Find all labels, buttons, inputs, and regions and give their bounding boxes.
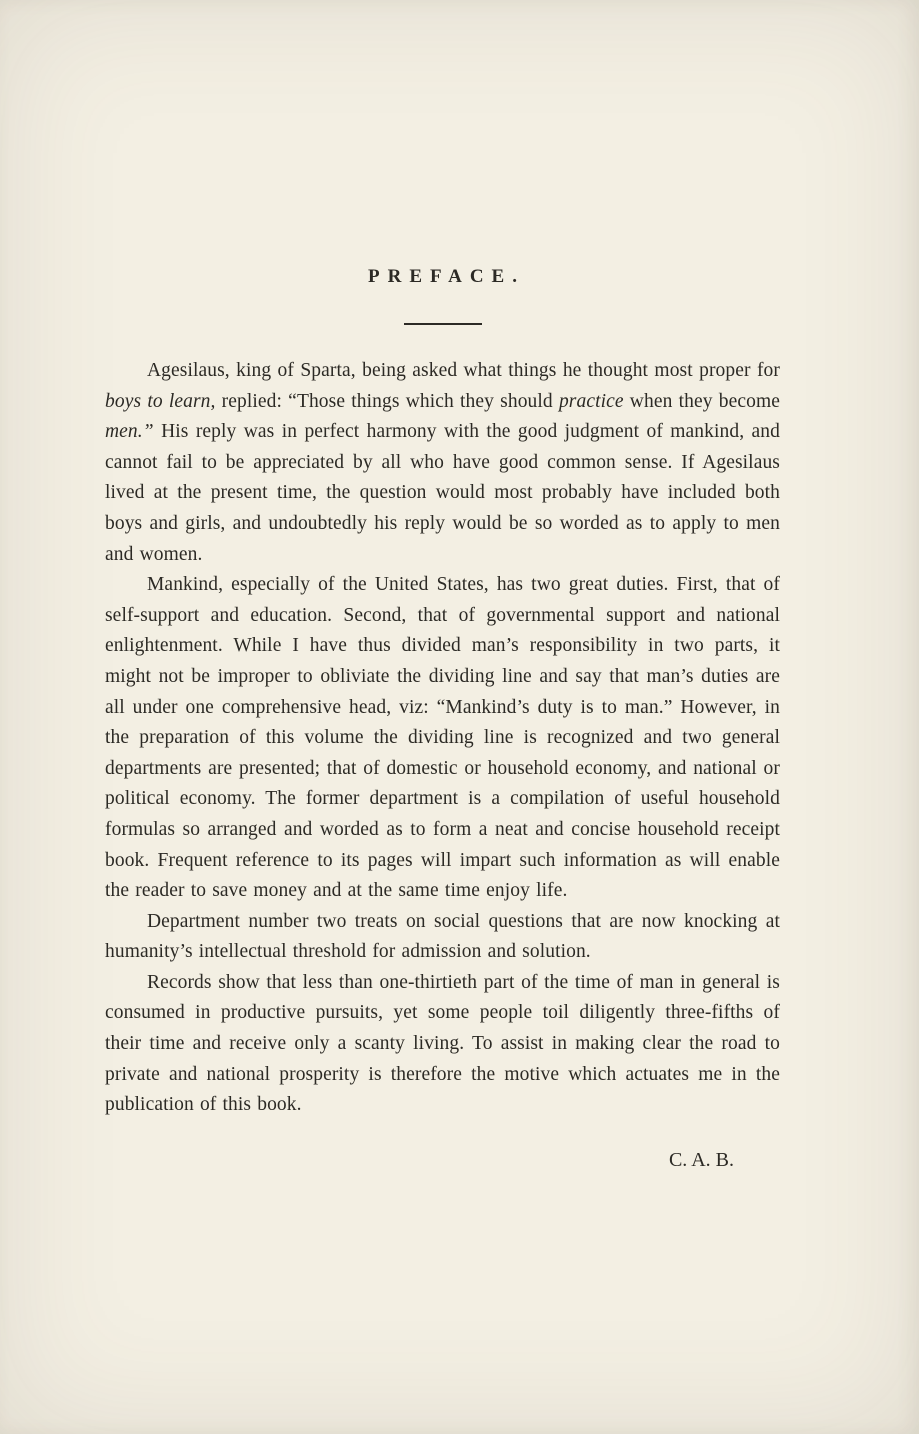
paragraph xyxy=(105,356,780,570)
body-text-segment: Records show that less than one-thirtieth part of the time of man in general is consumed in productive pursuits, yet some people toil diligently three-fifths of their time and receive only a scanty living. To assist in making clear the road to private and national prosperity is therefore the motive which actuates me in the publication of this book. xyxy=(105,971,780,1116)
italic-text: boys to learn, xyxy=(105,390,216,412)
paragraph xyxy=(105,570,780,907)
body-text-segment: Mankind, especially of the United States, has two great duties. First, that of self-support and education. Second, that of governmental support and national enlightenment. While I have thus divided man’s responsibility in two parts, it might not be improper to obliviate the dividing line and say that man’s duties are all under one comprehensive head, viz: “Mankind’s duty is to man.” However, in the preparation of this volume the dividing line is recognized and two general departments are presented; that of domestic or household economy, and national or political economy. The former department is a compilation of useful household formulas so arranged and worded as to form a neat and concise household receipt book. Frequent reference to its pages will impart such information as will enable the reader to save money and at the same time enjoy life. xyxy=(105,574,780,902)
page-title: PREFACE. xyxy=(368,266,525,287)
italic-text: practice xyxy=(558,390,624,412)
paragraph xyxy=(105,907,780,968)
body-text-segment: when they become xyxy=(623,390,780,412)
body-text-segment: replied: “Those things which they should xyxy=(215,390,559,412)
title-divider xyxy=(404,323,482,325)
body-text-segment: His reply was in perfect harmony with the good judgment of mankind, and cannot fail to be appreciated by all who have good common sense. If Agesilaus lived at the present time, the question would most probably have included both boys and girls, and undoubtedly his reply would be so worded as to apply to men and women. xyxy=(105,421,780,565)
paragraph xyxy=(105,968,780,1121)
body-text-segment: Department number two treats on social questions that are now knocking at humanity’s intellectual threshold for admission and solution. xyxy=(105,910,780,963)
body-text xyxy=(105,356,780,1121)
italic-text: men.” xyxy=(105,421,154,443)
body-text-segment: Agesilaus, king of Sparta, being asked what things he thought most proper for xyxy=(147,360,780,381)
signature: C. A. B. xyxy=(668,1148,734,1171)
